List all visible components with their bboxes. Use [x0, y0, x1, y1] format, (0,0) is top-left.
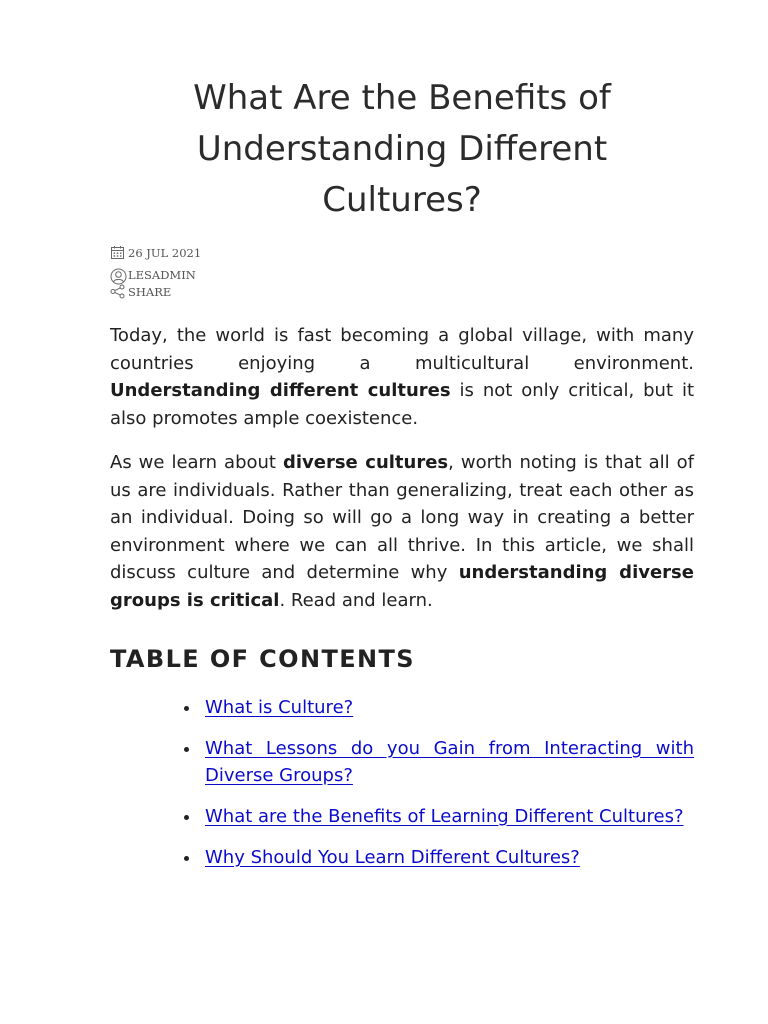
post-author-text: LESADMIN	[128, 268, 196, 282]
intro-bold-1: Understanding different cultures	[110, 380, 451, 401]
user-icon	[110, 268, 125, 283]
post-meta	[110, 244, 694, 300]
second-text-1: As we learn about	[110, 452, 283, 473]
toc-link-why-learn[interactable]: Why Should You Learn Different Cultures?	[205, 847, 580, 868]
second-text-2: , worth noting is that all of us are individuals. Rather than generalizing, treat each other as an individual. Doing so will go a long way in creating a better environment where we can all thrive. In this article, we shall discuss culture and determine why	[110, 452, 695, 583]
post-date-text: 26 JUL 2021	[128, 245, 202, 260]
toc-item	[205, 694, 694, 721]
toc-link-benefits[interactable]: What are the Benefits of Learning Different Cultures?	[205, 806, 684, 827]
share-button[interactable]	[110, 283, 694, 300]
page-title: What Are the Benefits of Understanding Different Cultures?	[193, 78, 611, 220]
share-label: SHARE	[128, 284, 172, 299]
second-paragraph	[110, 449, 694, 614]
intro-text-2: is not only critical, but it also promotes ample coexistence.	[110, 380, 695, 429]
second-text-3: . Read and learn.	[279, 589, 433, 611]
toc-link-what-is-culture[interactable]: What is Culture?	[205, 697, 354, 718]
calendar-icon	[110, 245, 125, 260]
second-bold-2: understanding diverse groups is critical	[110, 562, 694, 611]
post-date	[110, 244, 694, 261]
intro-paragraph	[110, 322, 694, 432]
table-of-contents	[110, 694, 694, 871]
toc-item	[205, 735, 694, 789]
toc-heading: TABLE OF CONTENTS	[110, 645, 415, 673]
article	[110, 0, 694, 885]
toc-item	[205, 803, 694, 830]
share-icon	[110, 284, 125, 299]
intro-text-1: Today, the world is fast becoming a global village, with many countries enjoying a multicultural environment.	[110, 325, 694, 374]
post-author[interactable]	[110, 261, 694, 283]
second-bold-1: diverse cultures	[282, 452, 449, 473]
toc-link-lessons[interactable]: What Lessons do you Gain from Interacting with Diverse Groups?	[205, 738, 694, 786]
toc-item	[205, 844, 694, 871]
